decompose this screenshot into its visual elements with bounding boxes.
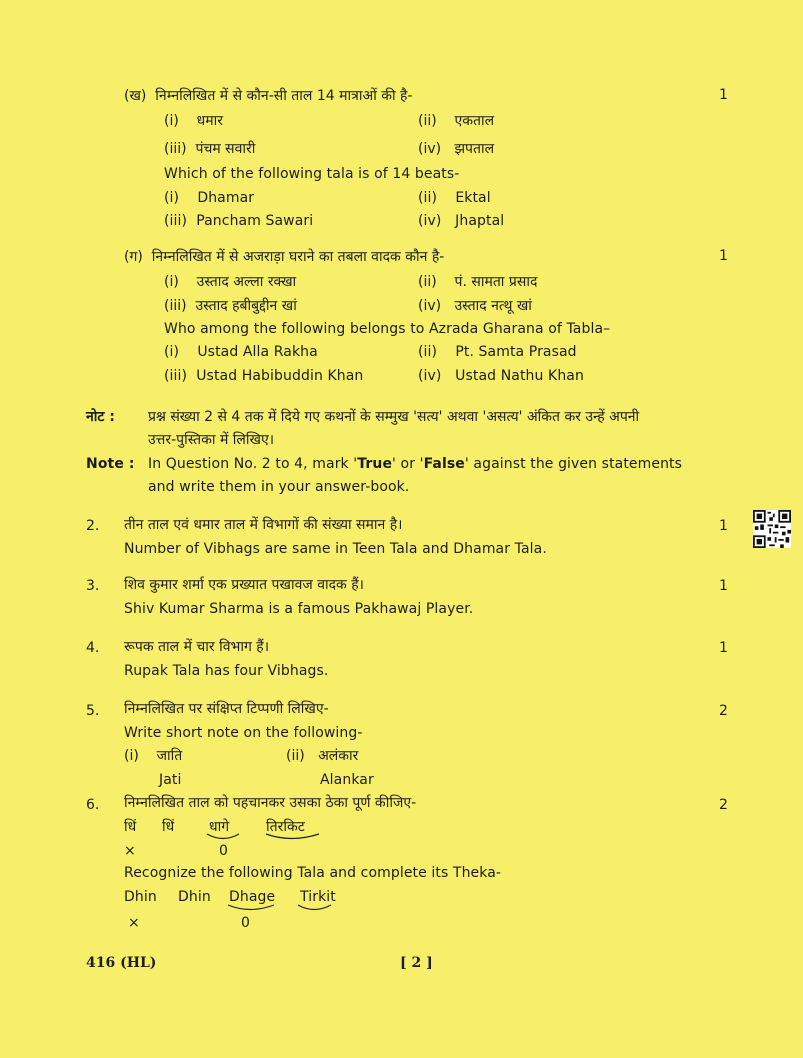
q1-kha-question-en: Which of the following tala is of 14 beats- xyxy=(164,166,460,182)
option: (iv) झपताल xyxy=(418,141,495,157)
q5-option-1-hi: (i) जाति xyxy=(124,748,183,764)
bol: तिरकिट xyxy=(266,819,305,835)
option: (ii) एकताल xyxy=(418,113,495,129)
option: (iv) Ustad Nathu Khan xyxy=(418,368,584,384)
q1-ga-question-en: Who among the following belongs to Azrada Gharana of Tabla– xyxy=(164,321,611,337)
bol: Dhage xyxy=(229,889,276,905)
q2-text-en: Number of Vibhags are same in Teen Tala and Dhamar Tala. xyxy=(124,541,547,557)
option: (iii) पंचम सवारी xyxy=(164,141,256,157)
bol: Dhin xyxy=(178,889,211,905)
q5-text-en: Write short note on the following- xyxy=(124,725,363,741)
q6-number: 6. xyxy=(86,797,100,813)
q2-text-hi: तीन ताल एवं धमार ताल में विभागों की संख्या समान है। xyxy=(124,517,403,533)
q3-text-hi: शिव कुमार शर्मा एक प्रख्यात पखावज वादक हैं। xyxy=(124,577,364,593)
q1-kha-question-hi: (ख) निम्नलिखित में से कौन-सी ताल 14 मात्राओं की है- xyxy=(124,88,413,104)
option: (iii) Pancham Sawari xyxy=(164,213,314,229)
q1-kha-marks: 1 xyxy=(719,87,728,103)
sam-symbol-en: × xyxy=(128,915,140,931)
note-text-hi-2: उत्तर-पुस्तिका में लिखिए। xyxy=(148,432,275,448)
note-text-en-2: and write them in your answer-book. xyxy=(148,479,410,495)
note-label-hi: नोट : xyxy=(86,409,115,425)
option: (ii) पं. सामता प्रसाद xyxy=(418,274,538,290)
bol: धागे xyxy=(209,819,230,835)
q5-option-2-hi: (ii) अलंकार xyxy=(286,748,359,764)
qr-code-icon xyxy=(753,510,791,548)
q4-text-en: Rupak Tala has four Vibhags. xyxy=(124,663,329,679)
q6-text-en: Recognize the following Tala and complete its Theka- xyxy=(124,865,502,881)
option: (i) उस्ताद अल्ला रक्खा xyxy=(164,274,297,290)
q3-number: 3. xyxy=(86,578,100,594)
paper-code: 416 (HL) xyxy=(86,955,157,971)
q5-text-hi: निम्नलिखित पर संक्षिप्त टिप्पणी लिखिए- xyxy=(124,701,329,717)
note-text-hi-1: प्रश्न संख्या 2 से 4 तक में दिये गए कथनों के सम्मुख 'सत्य' अथवा 'असत्य' अंकित कर उन्हें अपनी xyxy=(148,409,640,425)
sam-symbol-hi: × xyxy=(124,843,136,859)
page-number: [ 2 ] xyxy=(400,955,433,971)
option: (i) Ustad Alla Rakha xyxy=(164,344,318,360)
q6-marks: 2 xyxy=(719,797,728,813)
arc-dhage-en xyxy=(228,905,274,910)
q4-number: 4. xyxy=(86,640,100,656)
q3-text-en: Shiv Kumar Sharma is a famous Pakhawaj Player. xyxy=(124,601,474,617)
option: (i) Dhamar xyxy=(164,190,255,206)
option: (iii) Ustad Habibuddin Khan xyxy=(164,368,364,384)
q4-marks: 1 xyxy=(719,640,728,656)
q6-text-hi: निम्नलिखित ताल को पहचानकर उसका ठेका पूर्ण कीजिए- xyxy=(124,795,417,811)
option: (iv) Jhaptal xyxy=(418,213,505,229)
option: (iv) उस्ताद नत्थू खां xyxy=(418,298,532,314)
khali-symbol-hi: 0 xyxy=(219,843,228,859)
q4-text-hi: रूपक ताल में चार विभाग हैं। xyxy=(124,639,270,655)
option: (i) धमार xyxy=(164,113,223,129)
q1-ga-marks: 1 xyxy=(719,248,728,264)
q2-marks: 1 xyxy=(719,518,728,534)
bol: धिं xyxy=(162,819,175,835)
bol: Dhin xyxy=(124,889,157,905)
note-label-en: Note : xyxy=(86,456,135,472)
q3-marks: 1 xyxy=(719,578,728,594)
arc-tirkit-hi xyxy=(266,834,319,839)
khali-symbol-en: 0 xyxy=(241,915,250,931)
q5-marks: 2 xyxy=(719,703,728,719)
option: (ii) Pt. Samta Prasad xyxy=(418,344,577,360)
arc-dhage-hi xyxy=(207,834,239,839)
option: (iii) उस्ताद हबीबुद्दीन खां xyxy=(164,298,297,314)
bol: धिं xyxy=(124,819,137,835)
bol: Tirkit xyxy=(300,889,336,905)
q5-option-2-en: Alankar xyxy=(320,772,374,788)
q5-option-1-en: Jati xyxy=(159,772,182,788)
q1-ga-question-hi: (ग) निम्नलिखित में से अजराड़ा घराने का तबला वादक कौन है- xyxy=(124,249,445,265)
arc-tirkit-en xyxy=(298,905,331,910)
option: (ii) Ektal xyxy=(418,190,491,206)
q5-number: 5. xyxy=(86,703,100,719)
q2-number: 2. xyxy=(86,518,100,534)
note-text-en-1: In Question No. 2 to 4, mark 'True' or 'False' against the given statements xyxy=(148,456,683,472)
